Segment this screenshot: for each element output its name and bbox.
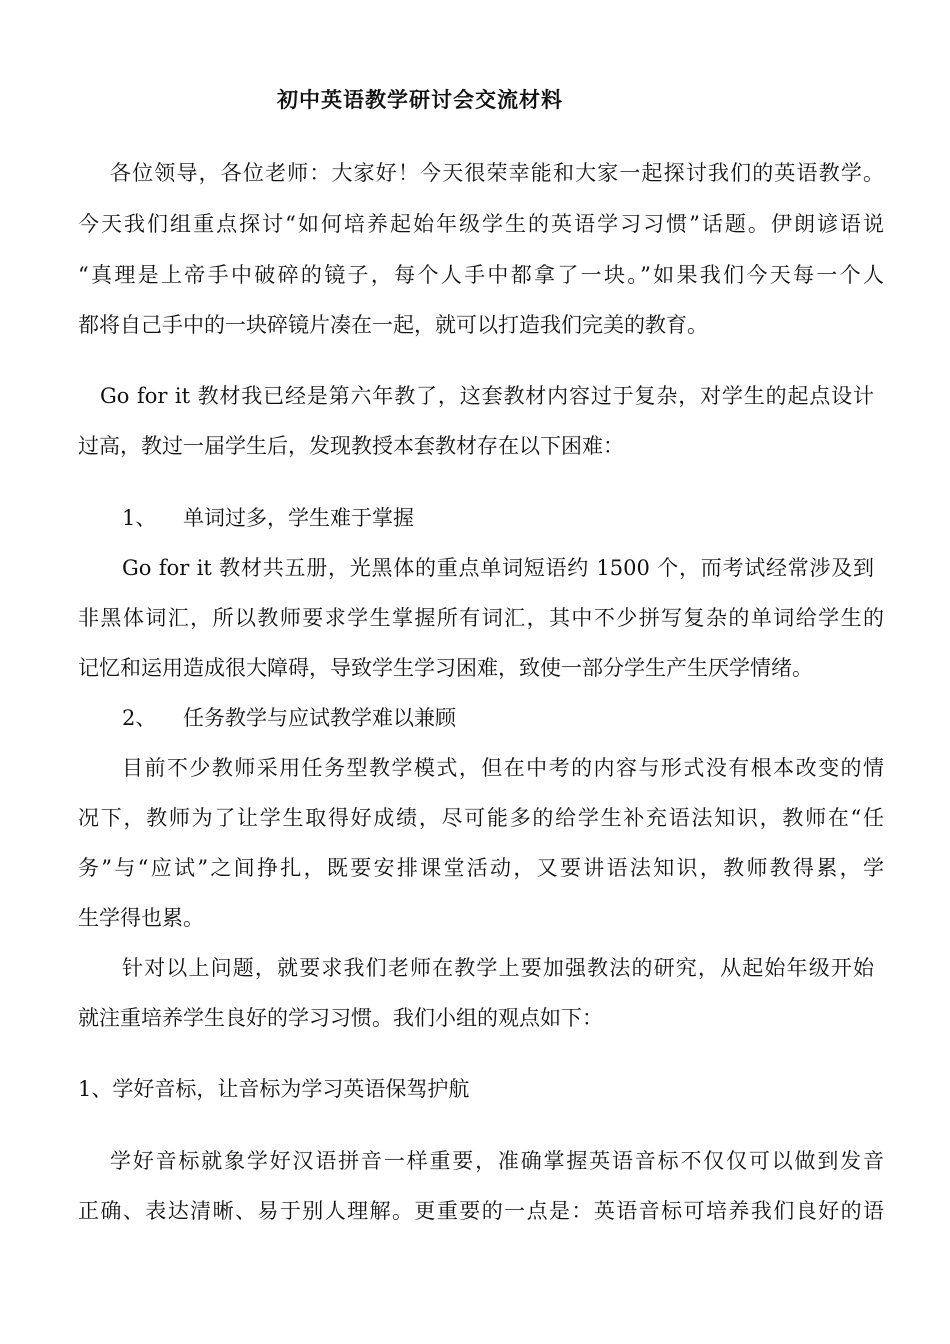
paragraph-line: 目前不少教师采用任务型教学模式，但在中考的内容与形式没有根本改变的情 (122, 756, 884, 780)
paragraph-line: 就注重培养学生良好的学习习惯。我们小组的观点如下： (78, 1006, 603, 1030)
paragraph-line: 学好音标就象学好汉语拼音一样重要，准确掌握英语音标不仅仅可以做到发音 (110, 1149, 884, 1173)
paragraph-line: 生学得也累。 (78, 906, 204, 930)
paragraph-line: 都将自己手中的一块碎镜片凑在一起，就可以打造我们完美的教育。 (78, 313, 708, 337)
paragraph-line: 正确、表达清晰、易于别人理解。更重要的一点是：英语音标可培养我们良好的语 (78, 1199, 884, 1223)
paragraph-line: 针对以上问题，就要求我们老师在教学上要加强教法的研究，从起始年级开始 (122, 956, 874, 980)
paragraph-line: 况下，教师为了让学生取得好成绩，尽可能多的给学生补充语法知识，教师在“任 (78, 806, 884, 830)
paragraph-line: Go for it 教材共五册，光黑体的重点单词短语约 1500 个，而考试经常涉及到 (122, 556, 874, 580)
paragraph-line: 非黑体词汇，所以教师要求学生掌握所有词汇，其中不少拼写复杂的单词给学生的 (78, 606, 884, 630)
list-heading: 2、 任务教学与应试教学难以兼顾 (122, 706, 457, 730)
paragraph-line: “真理是上帝手中破碎的镜子，每个人手中都拿了一块。”如果我们今天每一个人 (78, 263, 884, 287)
document-title: 初中英语教学研讨会交流材料 (277, 88, 563, 112)
paragraph-line: 记忆和运用造成很大障碍，导致学生学习困难，致使一部分学生产生厌学情绪。 (78, 656, 813, 680)
paragraph-line: 今天我们组重点探讨“如何培养起始年级学生的英语学习习惯”话题。伊朗谚语说 (78, 212, 884, 236)
paragraph-line: 各位领导，各位老师：大家好！今天很荣幸能和大家一起探讨我们的英语教学。 (110, 161, 884, 185)
paragraph-line: 过高，教过一届学生后，发现教授本套教材存在以下困难： (78, 434, 624, 458)
list-heading: 1、 单词过多，学生难于掌握 (122, 506, 415, 530)
paragraph-line: Go for it 教材我已经是第六年教了，这套教材内容过于复杂，对学生的起点设计 (100, 384, 874, 408)
section-heading: 1、学好音标，让音标为学习英语保驾护航 (78, 1077, 470, 1101)
paragraph-line: 务”与“应试”之间挣扎，既要安排课堂活动，又要讲语法知识，教师教得累，学 (78, 856, 884, 880)
